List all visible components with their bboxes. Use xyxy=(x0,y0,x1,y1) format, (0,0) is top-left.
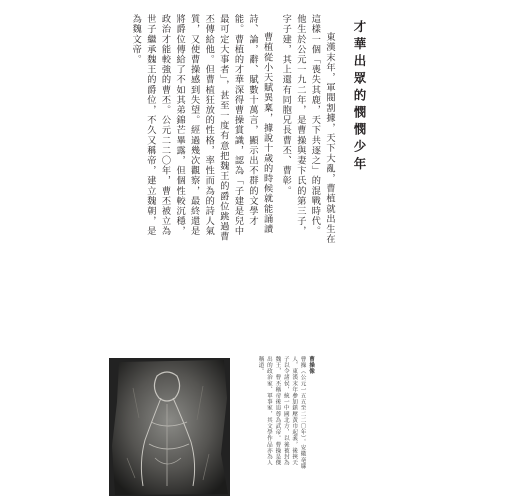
body-text xyxy=(130,14,336,246)
portrait-caption xyxy=(235,356,315,471)
paragraph-2: 曹植從小天賦異稟，據說十歲的時候就能誦讀詩、論，辭、賦數十萬言，顯示出不群的文學才能。曹植的才華深得曹操賞識，認為「子建是兒中最可定大事者」，甚至一度有意把魏王的爵位跳過曹丕傳給他。但曹植狂放的性格，率性而為的詩人氣質，又使曹操感到失望。經過幾次觀察，最終還是將爵位傳給了不如其弟錦芒畢露，但個性較沉穩，政治才能較強的曹丕。公元二二〇年，曹丕被立為世子繼承魏王的爵位，不久又稱帝，建立魏朝，是為魏文帝。 xyxy=(130,14,273,242)
caption-title: 曹操像 xyxy=(308,356,314,375)
page-title: 才華出眾的憫憫少年 xyxy=(352,20,367,174)
cao-cao-portrait-image xyxy=(109,358,230,496)
caption-text: 曹操（公元一五五至二二〇年）。安徽亳縣人，東漢末年參加鎮壓黃巾起義，後挾天子以令諸侯，統一中國北方，以後被封為魏王，曹丕稱帝後追尊為武帝。曹操是傑出的政治家、軍事家，其文學作品亦為人稱道。 xyxy=(257,356,306,470)
paragraph-1: 東漢末年，軍閥割據，天下大亂，曹植就出生在這樣一個「喪失其鹿，天下共逐之」的混戰時代。他生於公元一九二年，是曹操與妻卞氏的第三子，字子建，其上還有同胞兄長曹丕、曹彰。 xyxy=(280,14,335,245)
